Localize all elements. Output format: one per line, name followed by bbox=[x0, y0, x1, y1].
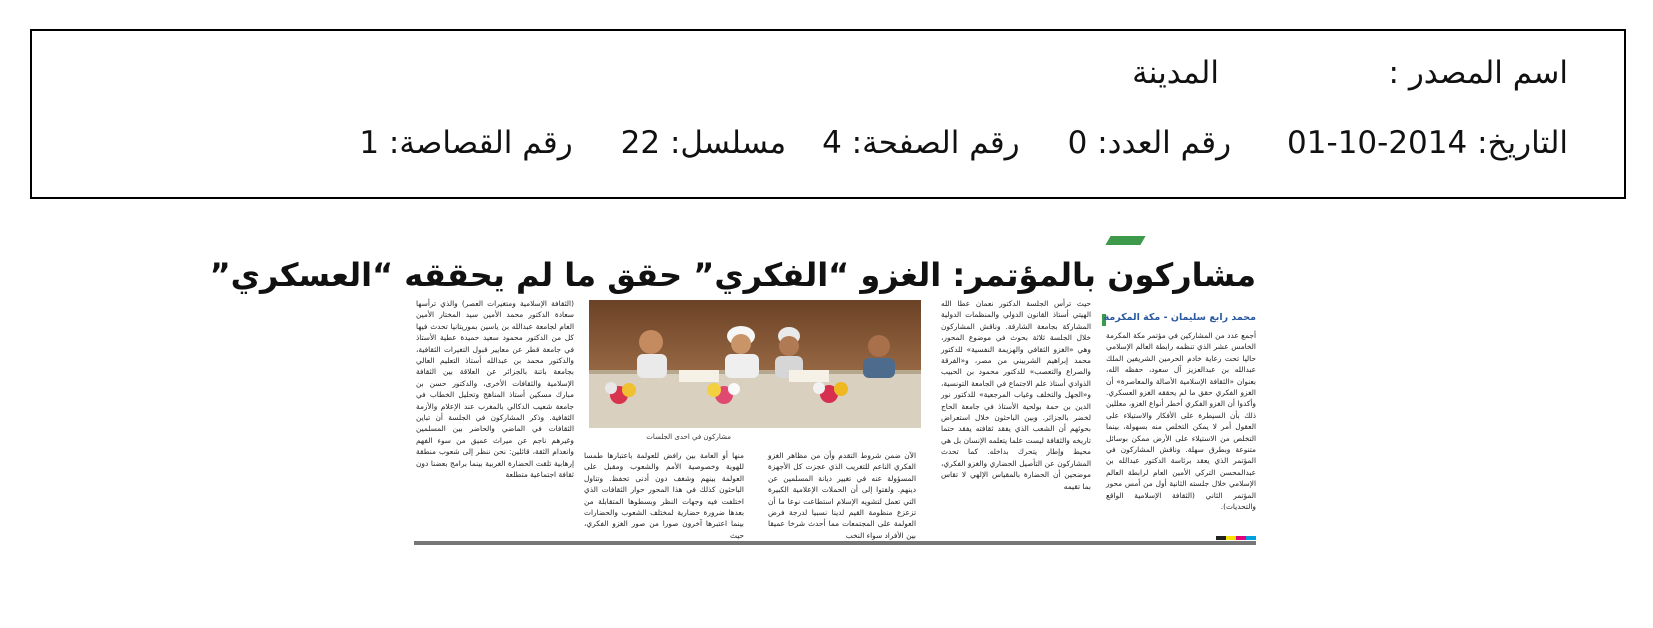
clip-number-field: رقم القصاصة: 1 bbox=[359, 125, 573, 161]
newspaper-clipping bbox=[209, 238, 1256, 573]
date-field: التاريخ: 2014-10-01 bbox=[1287, 125, 1568, 161]
article-column-1: أجمع عدد من المشاركين في مؤتمر مكة المكرمة الخامس عشر الذي تنظمه رابطة العالم الإسلامي حاليا تحت رعاية خادم الحرمين الشريفين الملك عبدالله بن عبدالعزيز آل سعود، حفظه الله، بعنوان «الثقافة الإسلامية الأصالة والمعاصرة» أن الغزو الفكري حقق ما لم يحققه الغزو العسكري. وأكدوا أن الغزو الفكري أخطر أنواع الغزو، معللين ذلك بأن السيطرة على الأفكار والاستيلاء على العقول أمر لا يمكن التخلص منه بسهولة، بينما التخلص من الاستيلاء على الأرض ممكن بوسائل متنوعة وبطرق سهلة. وناقش المشاركون في المؤتمر الذي يعقد برئاسة الدكتور عبدالله بن عبدالمحسن التركي الأمين العام لرابطة العالم الإسلامي خلال جلسته الثانية أول من أمس محور المؤتمر الثاني (الثقافة الإسلامية الواقع والتحديات). bbox=[1106, 331, 1256, 512]
serial-field: مسلسل: 22 bbox=[620, 125, 787, 161]
metadata-row bbox=[359, 123, 1568, 163]
article-column-2: حيث ترأس الجلسة الدكتور نعمان عطا الله الهيتي أستاذ القانون الدولي والمنظمات الدولية المشاركة بجامعة الشارقة. وناقش المشاركون خلال الجلسة ثلاثة بحوث في موضوع المحور، وهي «الغزو الثقافي والهزيمة النفسية» للدكتور محمد إبراهيم الشربيني من مصر، و«الفرقة والصراع والتعصب» للدكتور محمود بن الحبيب الذوادي أستاذ علم الاجتماع في الجامعة التونسية، و«الجهل والتخلف وغياب المرجعية» للدكتور نور الدين بن حمة بولحية الأستاذ في جامعة الحاج لخضر بالجزائر. وبين الباحثون خلال استعراض بحوثهم أن الشعب الذي يفقد ثقافته يفقد حتما تاريخه والثقافة ليست علما يتعلمه الإنسان بل هي محيط وإطار يتحرك بداخله. كما تحدث المشاركون عن التأصيل الحضاري والغزو الفكري، موضحين أن الحضارة بالمقياس الإلهي لا تقاس بما تقيمه bbox=[941, 299, 1091, 491]
page-field: رقم الصفحة: 4 bbox=[822, 125, 1020, 161]
conference-photo-illustration bbox=[589, 300, 921, 428]
source-value: المدينة bbox=[1132, 55, 1219, 91]
conference-photo bbox=[589, 300, 921, 428]
article-headline: مشاركون بالمؤتمر: الغزو “الفكري” حقق ما لم يحققه “العسكري” bbox=[209, 256, 1256, 294]
article-column-6: (الثقافة الإسلامية ومتغيرات العصر) والذي ترأسها سعادة الدكتور محمد الأمين سيد المختار الأمين العام لجامعة عبدالله بن ياسين بموريتانيا تحدث فيها كل من الدكتور محمود سعيد حميدة عطية الأستاذ في جامعة قطر عن معايير قبول التغيرات الثقافية، والدكتور محمد بن عبدالله أستاذ التعليم العالي بجامعة باتنة بالجزائر عن العلاقة بين الثقافة الإسلامية والثقافات الأخرى، والدكتور حسن بن مبارك مسكين أستاذ المناهج وتحليل الخطاب في جامعة شعيب الدكالي بالمغرب عند الإعلام والأزمة الثقافية. وذكر المشاركون في الجلسة أن تباين الثقافات في الماضي والحاضر بين المسلمين وغيرهم ناجم عن ميراث عميق من سوء الفهم وانعدام الثقة، قائلين: نحن ننظر إلى شعوب منطقة إرهابية تلقت الحضارة الغربية بينما برامج بعضنا دون ثقافة اجتماعية متطلعة bbox=[416, 299, 574, 480]
clipping-metadata-box bbox=[30, 29, 1626, 199]
source-label: اسم المصدر : bbox=[1388, 55, 1568, 91]
issue-field: رقم العدد: 0 bbox=[1067, 125, 1232, 161]
print-color-registration bbox=[1216, 536, 1256, 540]
article-column-3: الآن ضمن شروط التقدم وأن من مظاهر الغزو الفكري الناعم للتغريب الذي عجزت كل الأجهزة المسؤولة عنه في تغيير ديانة المسلمين عن دينهم. ولفتوا إلى أن الحملات الإعلامية الكبيرة التي تعمل لتشويه الإسلام استطاعت نوعا ما أن تزعزع منظومة القيم لدينا نسبيا لدرجة فرض العولمة على المجتمعات مما أحدث شرخا عميقا بين الأفراد سواء النخب bbox=[768, 451, 916, 540]
article-column-4: منها أو العامة بين رافض للعولمة باعتبارها طمسا للهوية وخصوصية الأمم والشعوب ومقبل على العولمة بينهم وشغف دون أدنى تحفظ. وتناول الباحثون كذلك في هذا المحور حوار الثقافات الذي اختلفت فيه وجهات النظر وبسطوها المتقابلة من بعدها ضرورة حضارية لمختلف الشعوب والحضارات بينما اعتبرها آخرون صورا من صور الغزو الفكري، حيث bbox=[584, 451, 744, 540]
page-bottom-rule bbox=[414, 541, 1256, 545]
article-byline: محمد رابع سليمان - مكة المكرمة bbox=[1103, 312, 1256, 323]
photo-caption: مشاركون في احدى الجلسات bbox=[646, 433, 731, 441]
